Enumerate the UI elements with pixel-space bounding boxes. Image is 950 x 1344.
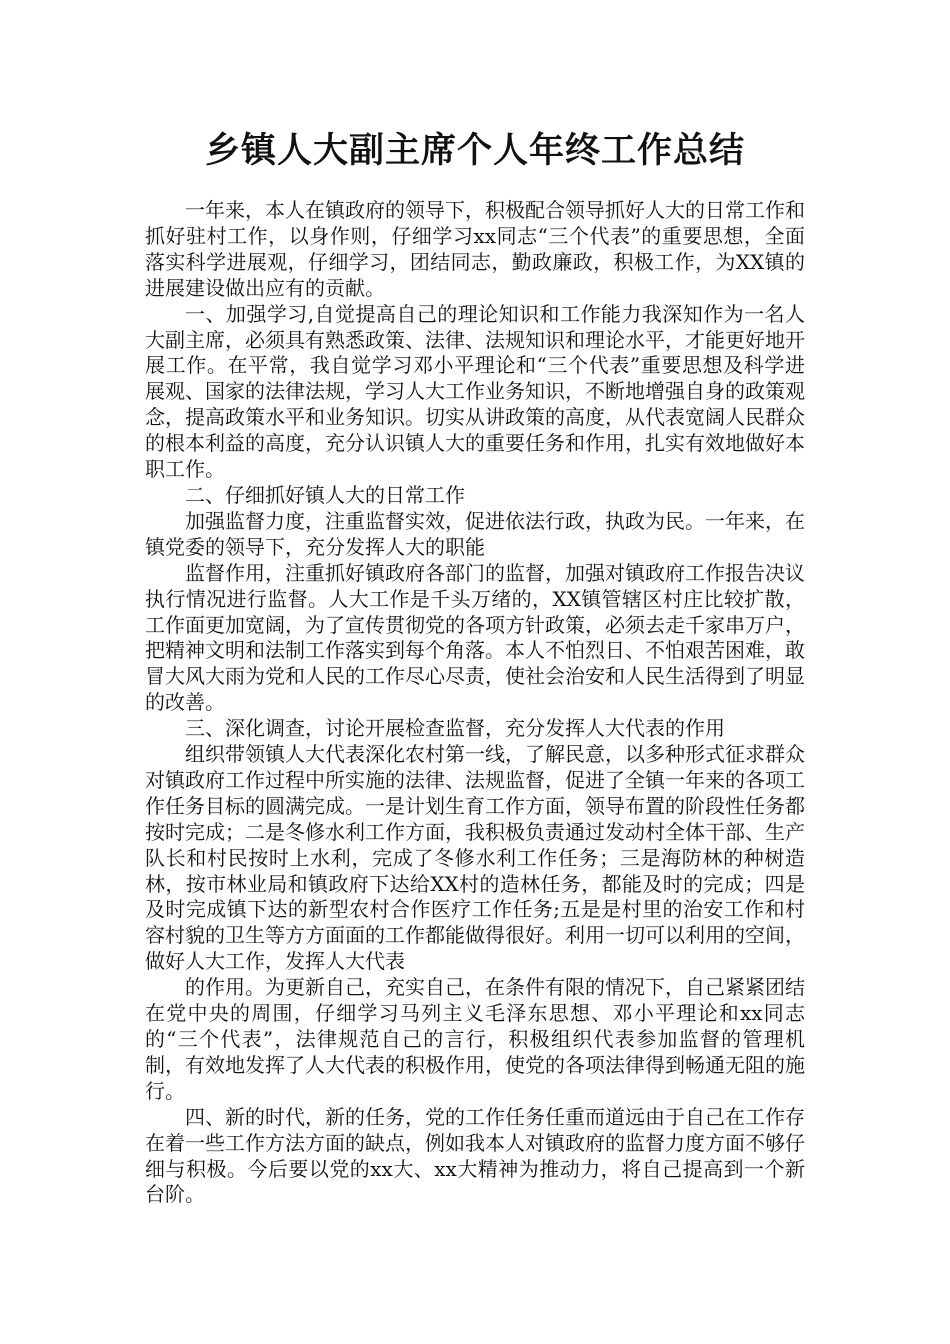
document-body bbox=[145, 198, 805, 1208]
document-title: 乡镇人大副主席个人年终工作总结 bbox=[204, 131, 745, 171]
paragraph: 一年来，本人在镇政府的领导下，积极配合领导抓好人大的日常工作和抓好驻村工作，以身作则，仔细学习xx同志“三个代表”的重要思想，全面落实科学进展观，仔细学习，团结同志，勤政廉政，积极工作，为XX镇的进展建设做出应有的贡献。 bbox=[145, 198, 805, 300]
section-heading: 二、仔细抓好镇人大的日常工作 bbox=[185, 482, 465, 507]
paragraph: 组织带领镇人大代表深化农村第一线，了解民意，以多种形式征求群众对镇政府工作过程中所实施的法律、法规监督，促进了全镇一年来的各项工作任务目标的圆满完成。一是计划生育工作方面，领导布置的阶段性任务都按时完成；二是冬修水利工作方面，我积极负责通过发动村全体干部、生产队长和村民按时上水利，完成了冬修水利工作任务；三是海防林的种树造林，按市林业局和镇政府下达给XX村的造林任务，都能及时的完成；四是及时完成镇下达的新型农村合作医疗工作任务;五是是村里的治安工作和村容村貌的卫生等方方面面的工作都能做得很好。利用一切可以利用的空间，做好人大工作，发挥人大代表 bbox=[145, 742, 805, 974]
section-heading: 三、深化调查，讨论开展检查监督，充分发挥人大代表的作用 bbox=[185, 716, 725, 741]
paragraph: 监督作用，注重抓好镇政府各部门的监督，加强对镇政府工作报告决议执行情况进行监督。人大工作是千头万绪的，XX镇管辖区村庄比较扩散，工作面更加宽阔，为了宣传贯彻党的各项方针政策，必须去走千家串万户，把精神文明和法制工作落实到每个角落。本人不怕烈日、不怕艰苦困难，敢冒大风大雨为党和人民的工作尽心尽责，使社会治安和人民生活得到了明显的改善。 bbox=[145, 560, 805, 715]
paragraph: 的作用。为更新自己，充实自己，在条件有限的情况下，自己紧紧团结在党中央的周围，仔细学习马列主义毛泽东思想、邓小平理论和xx同志的“三个代表”，法律规范自己的言行，积极组织代表参加监督的管理机制，有效地发挥了人大代表的积极作用，使党的各项法律得到畅通无阻的施行。 bbox=[145, 975, 805, 1103]
paragraph: 四、新的时代，新的任务，党的工作任务任重而道远由于自己在工作存在着一些工作方法方面的缺点，例如我本人对镇政府的监督力度方面不够仔细与积极。今后要以党的xx大、xx大精神为推动力，将自己提高到一个新台阶。 bbox=[145, 1104, 805, 1207]
paragraph: 一、加强学习,自觉提高自己的理论知识和工作能力我深知作为一名人大副主席，必须具有熟悉政策、法律、法规知识和理论水平，才能更好地开展工作。在平常，我自觉学习邓小平理论和“三个代表”重要思想及科学进展观、国家的法律法规，学习人大工作业务知识，不断地增强自身的政策观念，提高政策水平和业务知识。切实从讲政策的高度，从代表宽阔人民群众的根本利益的高度，充分认识镇人大的重要任务和作用，扎实有效地做好本职工作。 bbox=[145, 301, 805, 482]
paragraph: 加强监督力度，注重监督实效，促进依法行政，执政为民。一年来，在镇党委的领导下，充分发挥人大的职能 bbox=[145, 508, 805, 559]
